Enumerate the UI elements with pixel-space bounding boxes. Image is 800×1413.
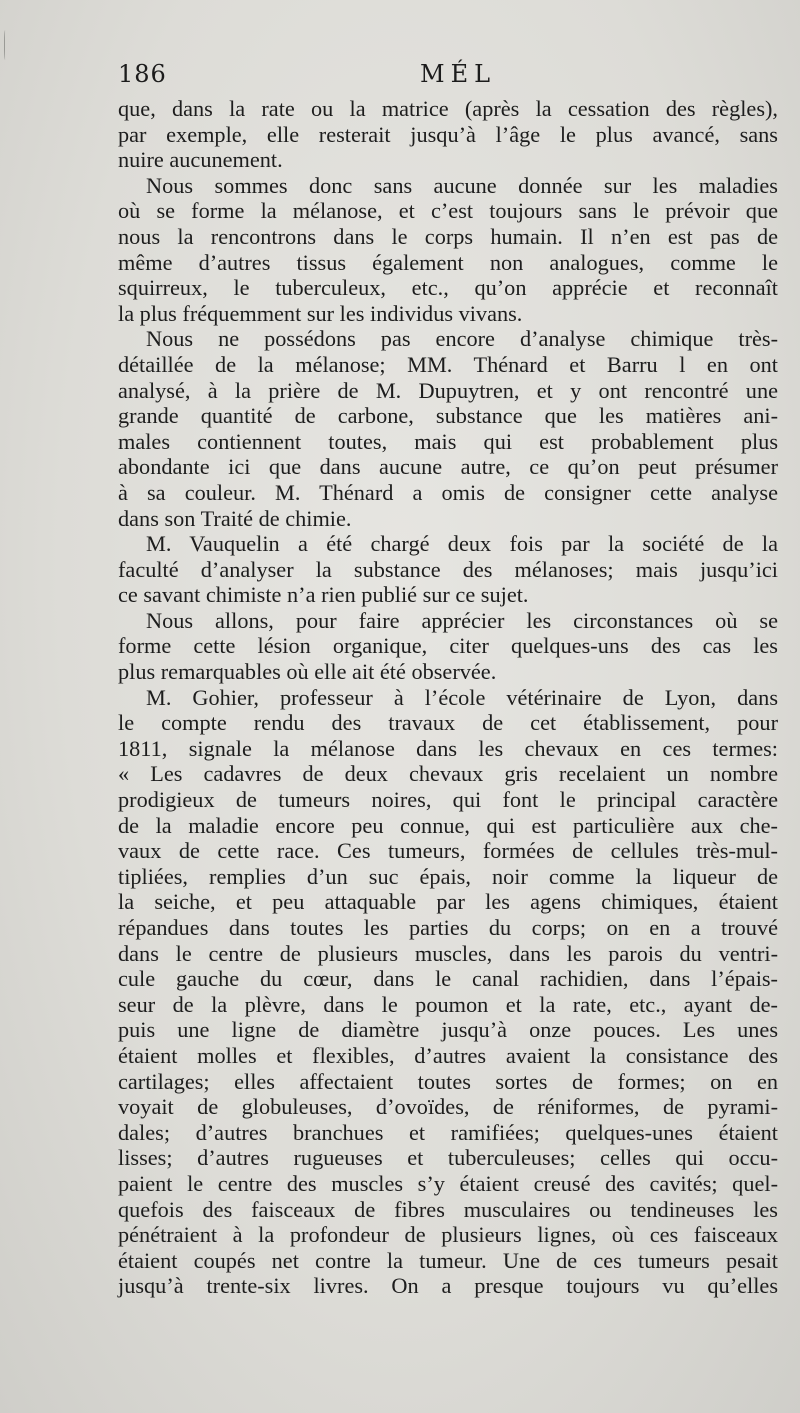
body-text [118,96,778,1299]
text-line: la plus fréquemment sur les individus vivans. [118,300,523,326]
text-line: dales; d’autres branchues et ramifiées; quelques-unes étaient [118,1119,778,1145]
text-line: nous la rencontrons dans le corps humain. Il n’en est pas de [118,223,778,249]
text-line: lisses; d’autres rugueuses et tuberculeuses; celles qui occu- [118,1145,778,1171]
text-line: jusqu’à trente-six livres. On a presque toujours vu qu’elles [118,1273,778,1299]
text-line: pénétraient à la profondeur de plusieurs lignes, où ces faisceaux [118,1222,778,1248]
text-line: abondante ici que dans aucune autre, ce qu’on peut présumer [118,454,778,480]
text-line: le compte rendu des travaux de cet établissement, pour [118,710,778,736]
text-line: males contiennent toutes, mais qui est probablement plus [118,428,778,454]
text-line: étaient molles et flexibles, d’autres avaient la consistance des [118,1042,778,1068]
text-line: la seiche, et peu attaquable par les agens chimiques, étaient [118,889,778,915]
text-line: paient le centre des muscles s’y étaient creusé des cavités; quel- [118,1170,778,1196]
text-line: 1811, signale la mélanose dans les chevaux en ces termes: [118,735,778,761]
text-line: cartilages; elles affectaient toutes sortes de formes; on en [118,1068,778,1094]
text-line: dans son Traité de chimie. [118,505,352,531]
text-line: forme cette lésion organique, citer quelques-uns des cas les [118,633,778,659]
text-line: par exemple, elle resterait jusqu’à l’âge le plus avancé, sans [118,121,778,147]
page-edge-mark [4,30,7,60]
text-line: dans le centre de plusieurs muscles, dans les parois du ventri- [118,940,778,966]
text-line: nuire aucunement. [118,147,283,173]
text-line: Nous allons, pour faire apprécier les circonstances où se [146,607,778,633]
text-line: à sa couleur. M. Thénard a omis de consigner cette analyse [118,479,778,505]
text-line: faculté d’analyser la substance des mélanoses; mais jusqu’ici [118,556,778,582]
text-line: M. Vauquelin a été chargé deux fois par la société de la [146,531,778,557]
text-line: Nous ne possédons pas encore d’analyse chimique très- [146,326,778,352]
text-line: où se forme la mélanose, et c’est toujours sans le prévoir que [118,198,778,224]
text-line: grande quantité de carbone, substance que les matières ani- [118,403,778,429]
text-line: ce savant chimiste n’a rien publié sur ce sujet. [118,582,529,608]
text-line: Nous sommes donc sans aucune donnée sur les maladies [146,172,778,198]
text-line: seur de la plèvre, dans le poumon et la rate, etc., ayant de- [118,991,778,1017]
text-line: analysé, à la prière de M. Dupuytren, et y ont rencontré une [118,377,778,403]
text-line: de la maladie encore peu connue, qui est particulière aux che- [118,812,778,838]
text-line: vaux de cette race. Ces tumeurs, formées de cellules très-mul- [118,838,778,864]
text-line: tipliées, remplies d’un suc épais, noir comme la liqueur de [118,863,778,889]
header-title: MÉL [420,60,497,88]
text-line: étaient coupés net contre la tumeur. Une de ces tumeurs pesait [118,1247,778,1273]
text-line: détaillée de la mélanose; MM. Thénard et Barru l en ont [118,351,778,377]
text-line: quefois des faisceaux de fibres musculaires ou tendineuses les [118,1196,778,1222]
text-line: puis une ligne de diamètre jusqu’à onze pouces. Les unes [118,1017,778,1043]
text-line: prodigieux de tumeurs noires, qui font le principal caractère [118,787,778,813]
text-line: M. Gohier, professeur à l’école vétérinaire de Lyon, dans [146,684,778,710]
text-line: « Les cadavres de deux chevaux gris recelaient un nombre [118,761,778,787]
text-line: cule gauche du cœur, dans le canal rachidien, dans l’épais- [118,966,778,992]
text-line: même d’autres tissus également non analogues, comme le [118,249,778,275]
text-line: répandues dans toutes les parties du corps; on en a trouvé [118,915,778,940]
text-line: voyait de globuleuses, d’ovoïdes, de réniformes, de pyrami- [118,1094,778,1120]
text-line: que, dans la rate ou la matrice (après la cessation des règles), [118,96,778,121]
page-number: 186 [118,60,167,88]
text-line: plus remarquables où elle ait été observée. [118,659,497,685]
text-line: squirreux, le tuberculeux, etc., qu’on apprécie et reconnaît [118,275,778,301]
running-head [118,60,778,96]
